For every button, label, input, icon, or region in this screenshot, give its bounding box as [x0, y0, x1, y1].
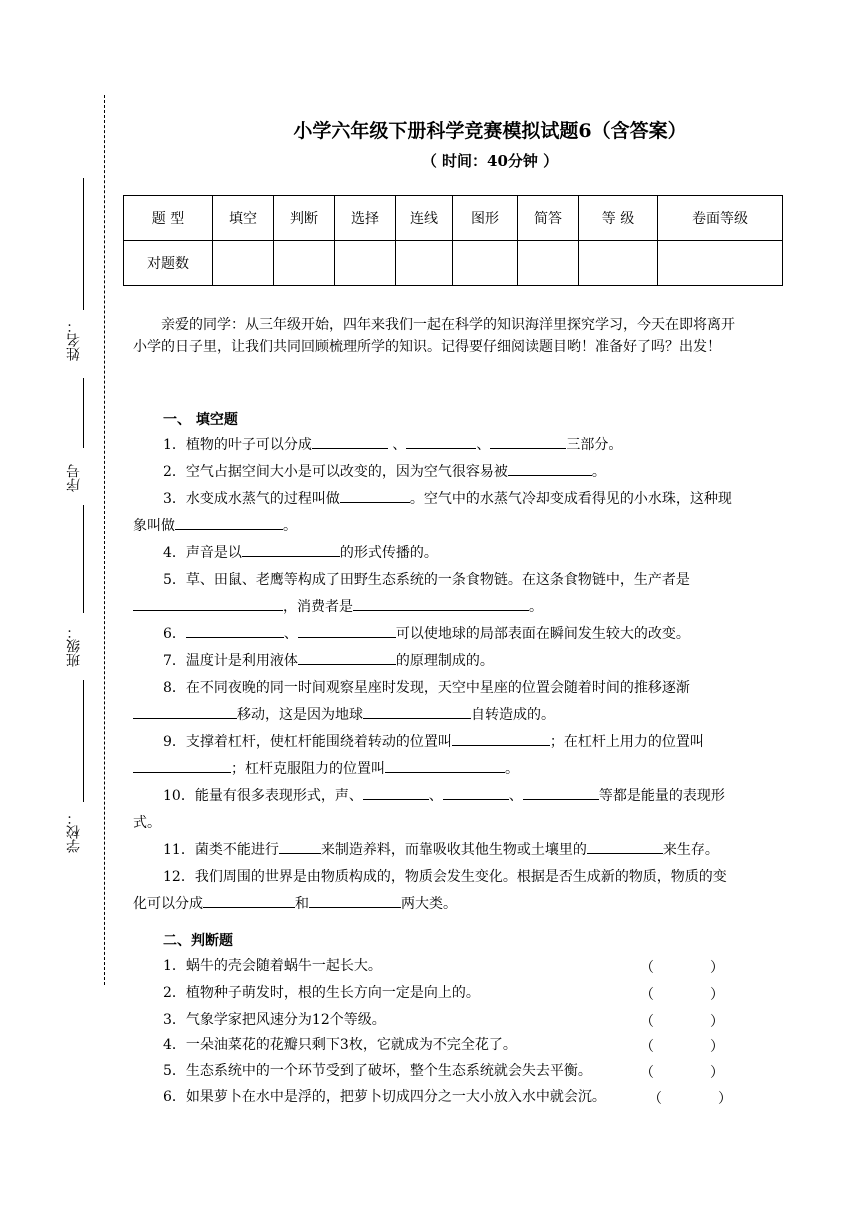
question-10: 10．能量有很多表现形式，声、 、 、 等都是能量的表现形式。: [133, 783, 735, 837]
answer-blank[interactable]: [186, 621, 284, 638]
answer-blank[interactable]: [363, 783, 429, 800]
header-cell: 判断: [274, 196, 335, 241]
header-cell: 卷面等级: [658, 196, 783, 241]
score-cell[interactable]: [658, 241, 783, 286]
answer-blank[interactable]: [443, 783, 509, 800]
answer-blank[interactable]: [587, 837, 663, 854]
header-cell: 等 级: [579, 196, 658, 241]
header-cell: 题 型: [124, 196, 213, 241]
answer-blank[interactable]: [298, 621, 396, 638]
score-table: [123, 195, 783, 286]
score-count-row: [124, 241, 783, 286]
answer-paren[interactable]: （ ）: [640, 1065, 724, 1081]
intro-paragraph: 亲爱的同学：从三年级开始，四年来我们一起在科学的知识海洋里探究学习，今天在即将离开小学的日子里，让我们共同回顾梳理所学的知识。记得要仔细阅读题目哟！准备好了吗？出发！: [133, 317, 735, 355]
question-4: 4．声音是以 的形式传播的。: [133, 540, 735, 567]
answer-paren[interactable]: （ ）: [640, 987, 724, 1003]
row-label: 对题数: [124, 241, 213, 286]
answer-blank[interactable]: [133, 702, 237, 719]
question-9: 9．支撑着杠杆，使杠杆能围绕着转动的位置叫 ；在杠杆上用力的位置叫；杠杆克服阻力的位置叫 。: [133, 729, 735, 783]
answer-blank[interactable]: [490, 432, 566, 449]
class-line: [83, 505, 84, 613]
answer-blank[interactable]: [279, 837, 321, 854]
header-cell: 填空: [213, 196, 274, 241]
name-line: [83, 178, 84, 310]
question-1: 1．植物的叶子可以分成 、 、 三部分。: [133, 432, 735, 459]
school-line: [83, 680, 84, 802]
answer-blank[interactable]: [406, 432, 476, 449]
answer-blank[interactable]: [340, 486, 410, 503]
page-title: 小学六年级下册科学竞赛模拟试题6（含答案）: [293, 120, 687, 142]
score-cell[interactable]: [453, 241, 518, 286]
score-cell[interactable]: [518, 241, 579, 286]
judge-item-2: 2．植物种子萌发时，根的生长方向一定是向上的。: [163, 985, 480, 1001]
question-7: 7．温度计是利用液体 的原理制成的。: [133, 648, 735, 675]
answer-blank[interactable]: [523, 783, 599, 800]
header-cell: 图形: [453, 196, 518, 241]
seat-label: 序号: [66, 464, 82, 492]
answer-blank[interactable]: [242, 540, 340, 557]
answer-blank[interactable]: [298, 648, 396, 665]
question-8: 8．在不同夜晚的同一时间观察星座时发现，天空中星座的位置会随着时间的推移逐渐移动，这是因为地球 自转造成的。: [133, 675, 735, 729]
answer-blank[interactable]: [452, 729, 550, 746]
score-header-row: [124, 196, 783, 241]
school-label: 学校：: [66, 811, 82, 853]
answer-paren[interactable]: （ ）: [648, 1091, 732, 1107]
answer-blank[interactable]: [133, 756, 231, 773]
cut-line: [104, 95, 105, 985]
answer-paren[interactable]: （ ）: [640, 960, 724, 976]
score-cell[interactable]: [579, 241, 658, 286]
judge-item-6: 6．如果萝卜在水中是浮的，把萝卜切成四分之一大小放入水中就会沉。: [163, 1089, 606, 1105]
name-label: 姓名：: [66, 319, 82, 361]
judge-item-5: 5．生态系统中的一个环节受到了破坏，整个生态系统就会失去平衡。: [163, 1063, 592, 1079]
answer-blank[interactable]: [312, 432, 388, 449]
question-11: 11．菌类不能进行 来制造养料，而靠吸收其他生物或土壤里的 来生存。: [133, 837, 735, 864]
answer-blank[interactable]: [175, 513, 283, 530]
section-judge-title: 二、判断题: [163, 933, 233, 949]
question-12: 12．我们周围的世界是由物质构成的，物质会发生变化。根据是否生成新的物质，物质的变化可以分成 和 两大类。: [133, 869, 727, 912]
header-cell: 简答: [518, 196, 579, 241]
header-cell: 连线: [396, 196, 453, 241]
question-5: 5．草、田鼠、老鹰等构成了田野生态系统的一条食物链。在这条食物链中，生产者是，消费者是 。: [133, 567, 735, 621]
answer-blank[interactable]: [385, 756, 505, 773]
class-label: 班级：: [66, 625, 82, 667]
judge-item-3: 3．气象学家把风速分为12个等级。: [163, 1012, 386, 1028]
seat-line: [83, 378, 84, 448]
section-fill-title: 一、 填空题: [163, 412, 238, 428]
question-3: 3．水变成水蒸气的过程叫做 。空气中的水蒸气冷却变成看得见的小水珠，这种现象叫做 。: [133, 486, 735, 540]
judge-item-4: 4．一朵油菜花的花瓣只剩下3枚，它就成为不完全花了。: [163, 1037, 517, 1053]
answer-blank[interactable]: [353, 594, 529, 611]
answer-blank[interactable]: [309, 891, 401, 908]
score-cell[interactable]: [396, 241, 453, 286]
answer-blank[interactable]: [133, 594, 283, 611]
question-2: 2．空气占据空间大小是可以改变的，因为空气很容易被 。: [133, 459, 735, 486]
header-cell: 选择: [335, 196, 396, 241]
binding-margin: [0, 0, 120, 1216]
score-cell[interactable]: [335, 241, 396, 286]
score-cell[interactable]: [213, 241, 274, 286]
answer-paren[interactable]: （ ）: [640, 1039, 724, 1055]
answer-blank[interactable]: [508, 459, 592, 476]
answer-blank[interactable]: [363, 702, 471, 719]
time-limit: （ 时间：40分钟 ）: [421, 152, 559, 170]
question-6: 6． 、 可以使地球的局部表面在瞬间发生较大的改变。: [133, 621, 735, 648]
answer-blank[interactable]: [203, 891, 295, 908]
judge-item-1: 1．蜗牛的壳会随着蜗牛一起长大。: [163, 958, 382, 974]
score-cell[interactable]: [274, 241, 335, 286]
answer-paren[interactable]: （ ）: [640, 1014, 724, 1030]
